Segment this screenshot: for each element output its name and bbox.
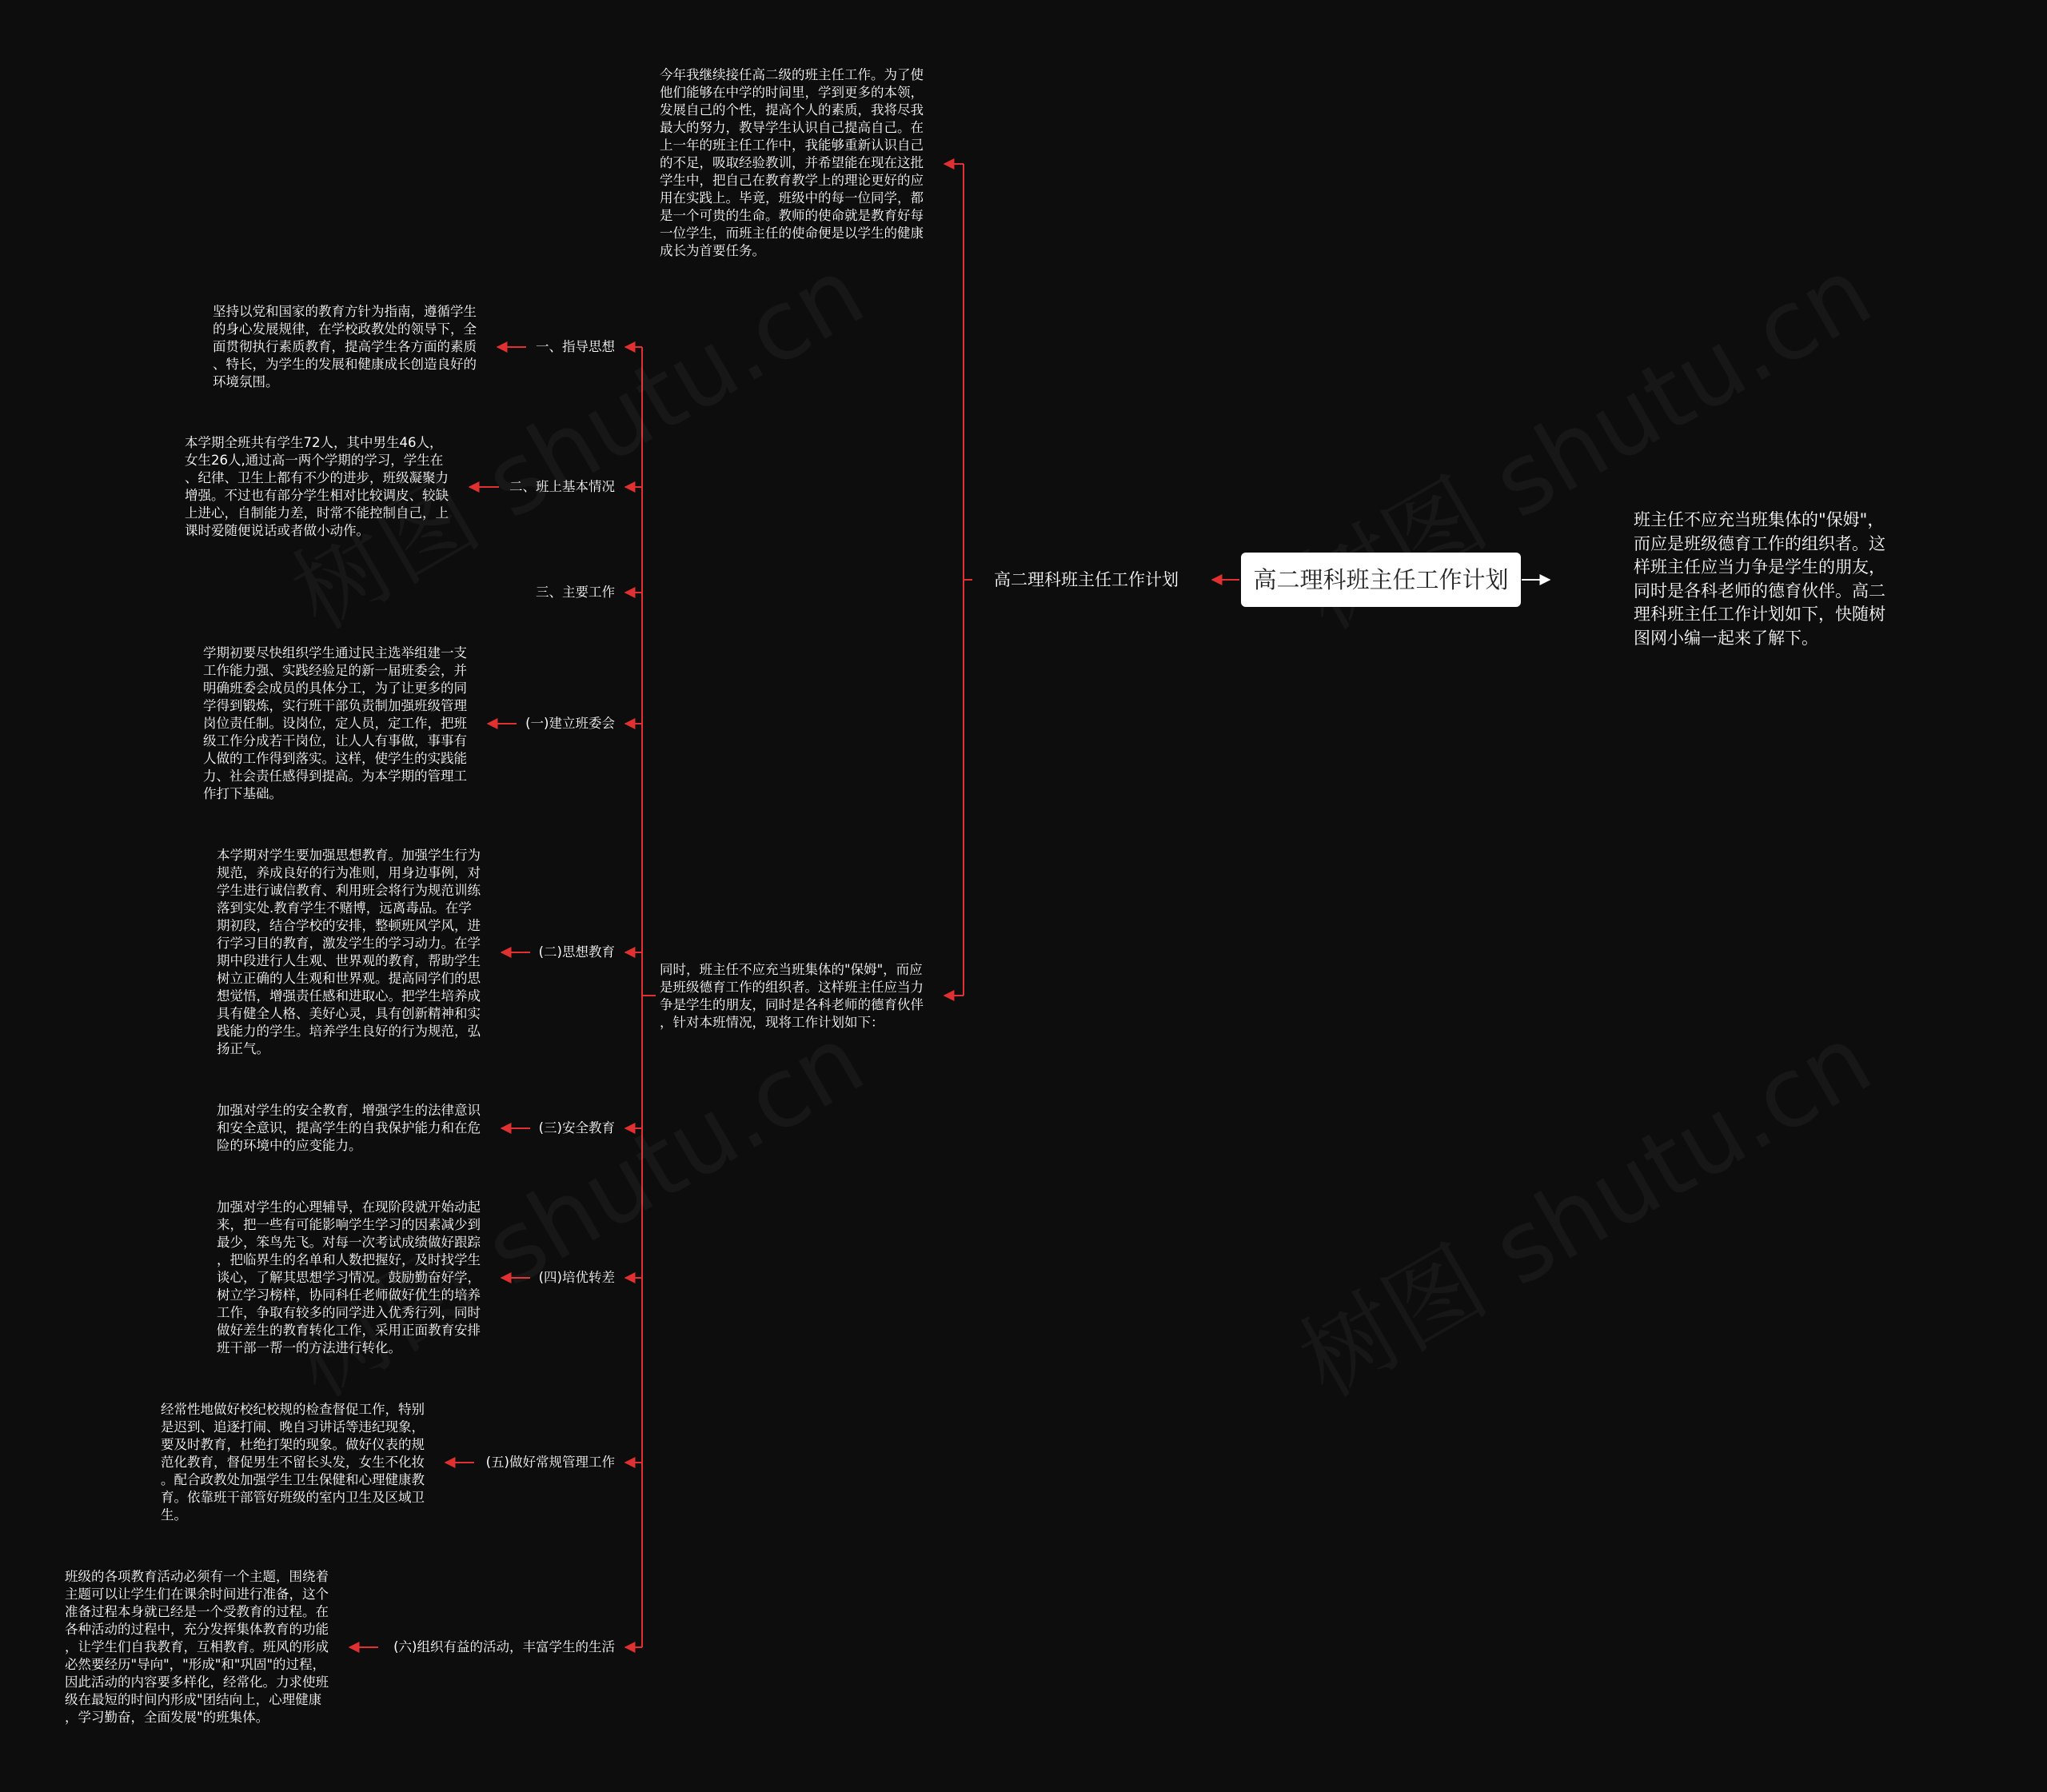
top-text: 今年我继续接任高二级的班主任工作。为了使 他们能够在中学的时间里，学到更多的本领， 发展自己的个性，提高个人的素质，我将尽我 最大的努力，教导学生认识自己提高自己。在 上一年的班主任工作中，我能够重新认识自己 的不足，吸取经验教训，并希望能在现在这批 学生中，把自己在教育教学上的理论更好的应 用在实践上。毕竟，班级中的每一位同学，都 是一个可贵的生命。教师的使命就是教育好每 一位学生，而班主任的使命便是以学生的健康 成长为首要任务。 [660, 67, 924, 258]
section-text-5: 本学期对学生要加强思想教育。加强学生行为 规范，养成良好的行为准则，用身边事例，对 学生进行诚信教育、利用班会将行为规范训练 落到实处.教育学生不赌博，远离毒品。在学 期初段，结合学校的安排，整顿班风学风，进 行学习目的教育，激发学生的学习动力。在学 期中段进行人生观、世界观的教育，帮助学生 树立正确的人生观和世界观。提高同学们的思 想觉悟，增强责任感和进取心。把学生培养成 具有健全人格、美好心灵，具有创新精神和实 践能力的学生。培养学生良好的行为规范，弘 扬正气。 [217, 848, 481, 1056]
section-label-2[interactable]: 二、班上基本情况 [509, 479, 615, 494]
section-label-6[interactable]: (三)安全教育 [538, 1120, 615, 1135]
section-label-3[interactable]: 三、主要工作 [536, 585, 615, 600]
intro-text: 班主任不应充当班集体的"保姆"， 而应是班级德育工作的组织者。这 样班主任应当力争是学生的朋友， 同时是各科老师的德育伙伴。高二 理科班主任工作计划如下，快随树 图网小编一起来了解下。 [1634, 510, 1885, 648]
section-text-7: 加强对学生的心理辅导，在现阶段就开始动起 来，把一些有可能影响学生学习的因素减少到 最少，笨鸟先飞。对每一次考试成绩做好跟踪 ，把临界生的名单和人数把握好，及时找学生 谈心，了解其思想学习情况。鼓励勤奋好学， 树立学习榜样，协同科任老师做好优生的培养 工作，争取有较多的同学进入优秀行列，同时 做好差生的教育转化工作，采用正面教育安排 班干部一帮一的方法进行转化。 [217, 1199, 481, 1355]
mid-text: 同时，班主任不应充当班集体的"保姆"，而应 是班级德育工作的组织者。这样班主任应当力 争是学生的朋友，同时是各科老师的德育伙伴 ，针对本班情况，现将工作计划如下： [660, 962, 924, 1030]
section-text-9: 班级的各项教育活动必须有一个主题，围绕着 主题可以让学生们在课余时间进行准备，这个 准备过程本身就已经是一个受教育的过程。在 各种活动的过程中，充分发挥集体教育的功能 ，让学生们自我教育，互相教育。班风的形成 必然要经历"导向"，"形成"和"巩固"的过程， 因此活动的内容要多样化，经常化。力求使班 级在最短的时间内形成"团结向上，心理健康 ，学习勤奋，全面发展"的班集体。 [65, 1569, 329, 1725]
section-text-8: 经常性地做好校纪校规的检查督促工作，特别 是迟到、追逐打闹、晚自习讲话等违纪现象， 要及时教育，杜绝打架的现象。做好仪表的规 范化教育，督促男生不留长头发，女生不化妆 。配合政教处加强学生卫生保健和心理健康教 育。依靠班干部管好班级的室内卫生及区域卫 生。 [161, 1402, 425, 1523]
root-node[interactable]: 高二理科班主任工作计划 [1241, 553, 1521, 607]
section-text-2: 本学期全班共有学生72人，其中男生46人， 女生26人,通过高一两个学期的学习，学生在 、纪律、卫生上都有不少的进步，班级凝聚力 增强。不过也有部分学生相对比较调皮、较缺 上进心，自制能力差，时常不能控制自己，上 课时爱随便说话或者做小动作。 [185, 435, 449, 538]
section-label-4[interactable]: (一)建立班委会 [525, 716, 615, 731]
section-label-9[interactable]: (六)组织有益的活动，丰富学生的生活 [393, 1639, 615, 1654]
section-text-1: 坚持以党和国家的教育方针为指南，遵循学生 的身心发展规律，在学校政教处的领导下，全 面贯彻执行素质教育，提高学生各方面的素质 、特长，为学生的发展和健康成长创造良好的 环境氛围。 [213, 304, 477, 389]
section-text-6: 加强对学生的安全教育，增强学生的法律意识 和安全意识，提高学生的自我保护能力和在危 险的环境中的应变能力。 [217, 1103, 481, 1153]
section-text-4: 学期初要尽快组织学生通过民主选举组建一支 工作能力强、实践经验足的新一届班委会，并 明确班委会成员的具体分工，为了让更多的同 学得到锻炼，实行班干部负责制加强班级管理 岗位责任制。设岗位，定人员，定工作，把班 级工作分成若干岗位，让人人有事做，事事有 人做的工作得到落实。这样，使学生的实践能 力、社会责任感得到提高。为本学期的管理工 作打下基础。 [203, 645, 467, 801]
section-label-5[interactable]: (二)思想教育 [538, 944, 615, 960]
branch-label[interactable]: 高二理科班主任工作计划 [994, 570, 1179, 589]
section-label-8[interactable]: (五)做好常规管理工作 [485, 1455, 615, 1470]
section-label-1[interactable]: 一、指导思想 [536, 339, 615, 354]
section-label-7[interactable]: (四)培优转差 [538, 1270, 615, 1285]
